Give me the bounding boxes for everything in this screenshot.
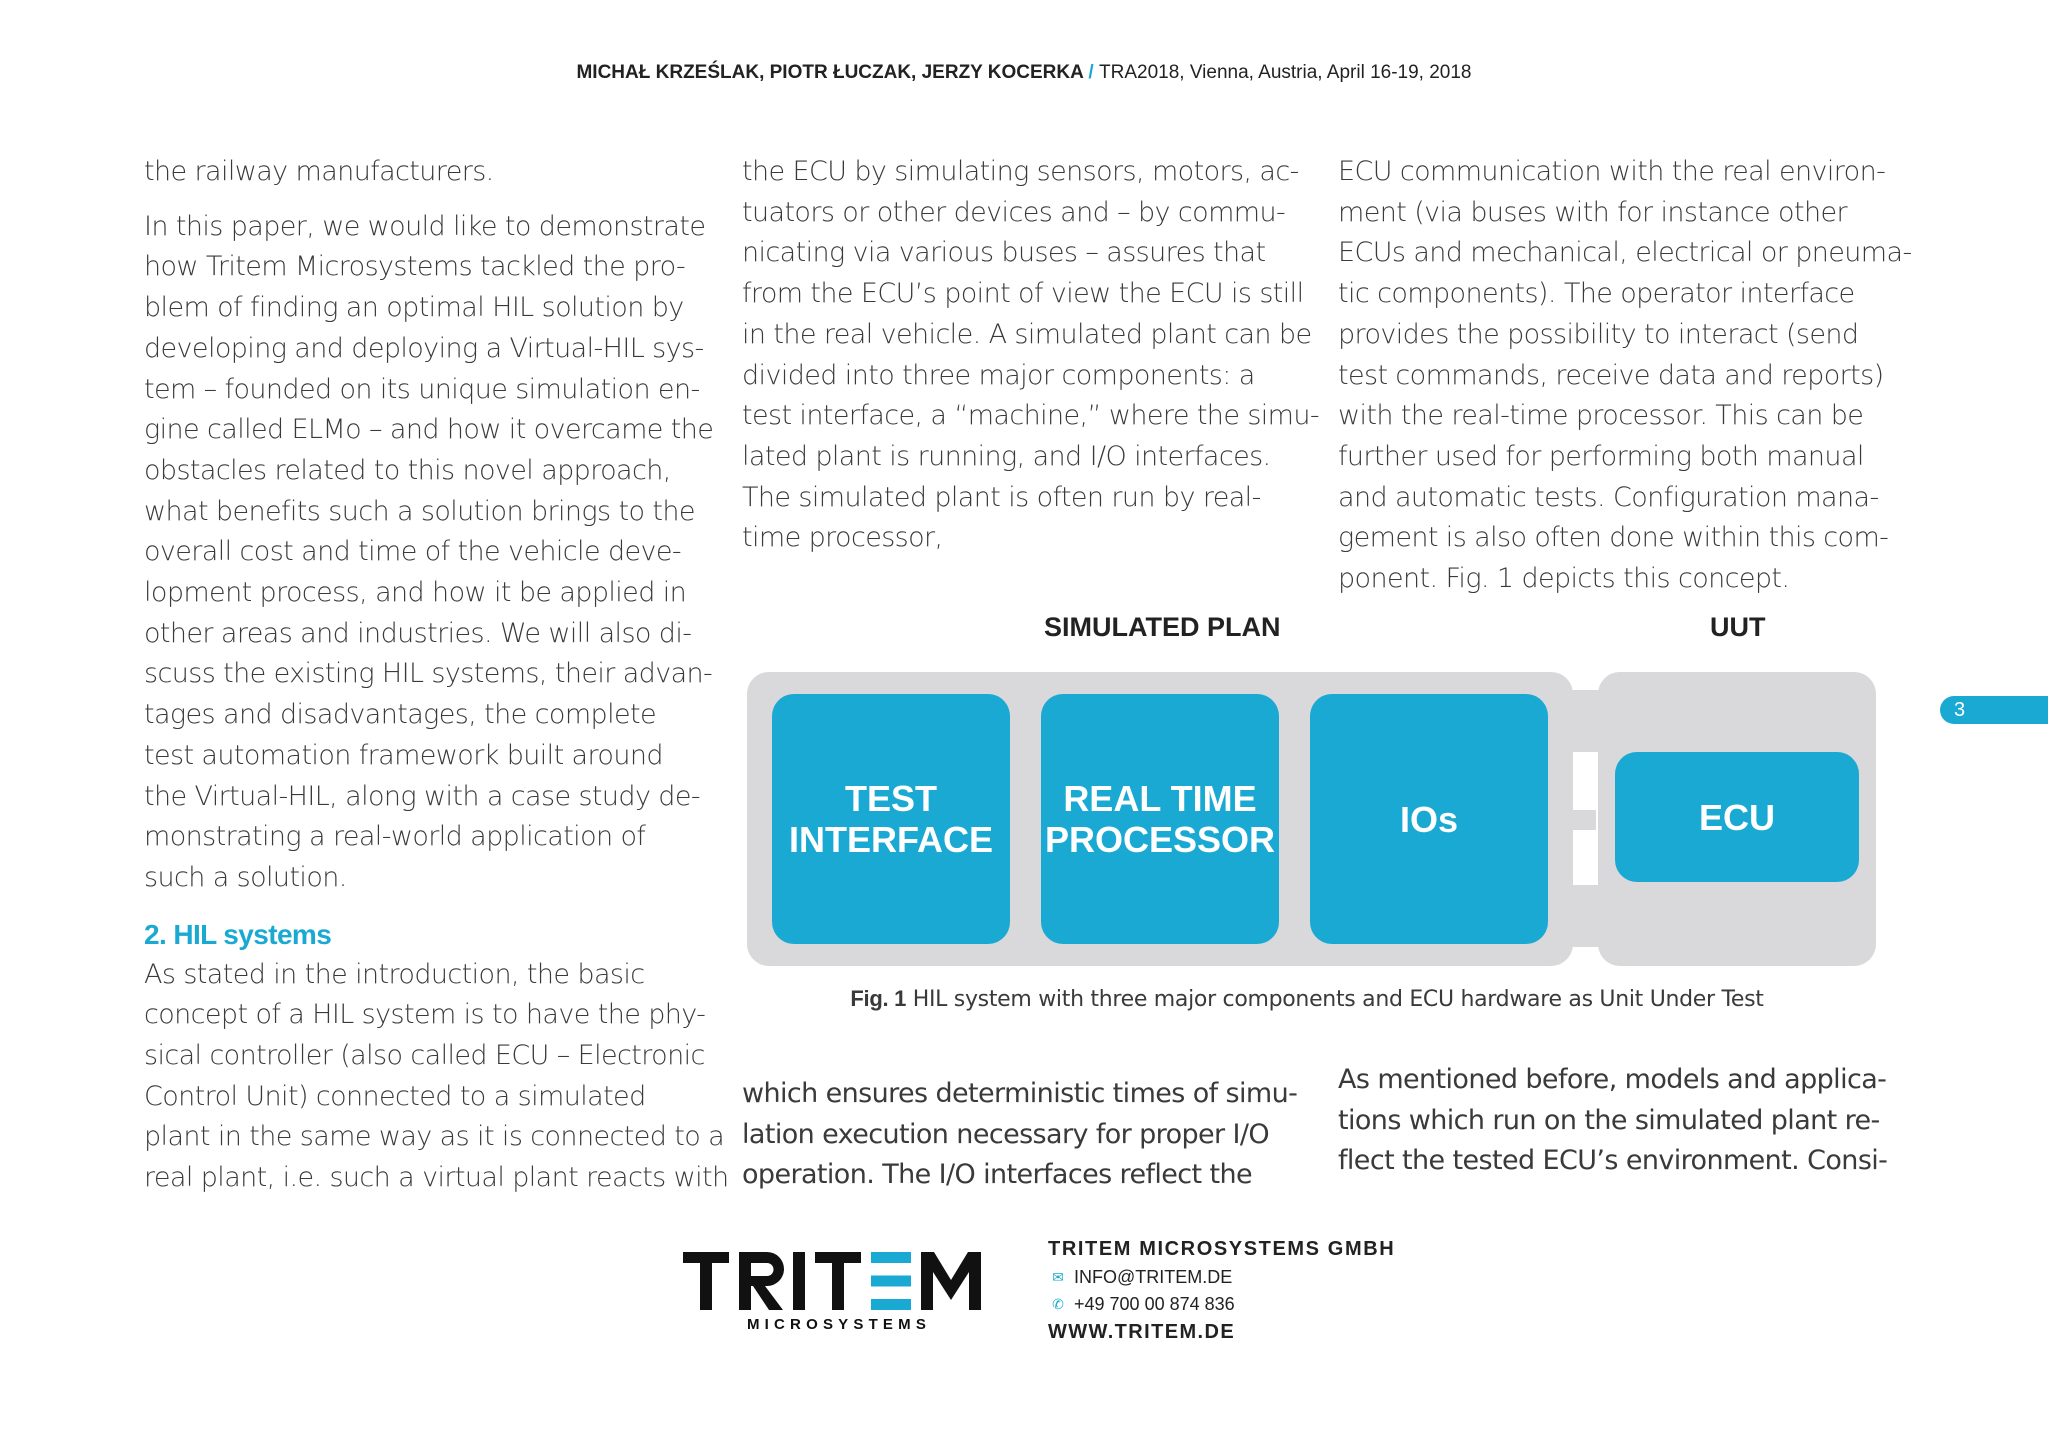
text-line: TEST [844,778,937,819]
text-line: As mentioned before, models and applica- [1338,1064,1887,1095]
figure-caption-number: Fig. 1 [850,986,907,1011]
text-line: such a solution. [144,861,347,893]
text-line: The simulated plant is often run by real- [742,481,1261,513]
text-line: plant in the same way as it is connected to a [144,1121,725,1153]
header-authors: MICHAŁ KRZEŚLAK, PIOTR ŁUCZAK, JERZY KOCERKA [576,62,1084,83]
text-line: divided into three major components: a [742,359,1255,391]
section-heading: 2. HIL systems [144,918,332,950]
text-line: ment (via buses with for instance other [1338,196,1847,228]
text-line: nicating via various buses – assures that [742,237,1266,269]
email-row [1048,1267,1395,1288]
paragraph [742,152,1320,559]
text-line: and automatic tests. Configuration mana- [1338,481,1879,513]
text-column-2-continued [742,1074,1312,1196]
text-line: the Virtual-HIL, along with a case study de- [144,780,700,812]
company-email[interactable]: INFO@TRITEM.DE [1074,1267,1233,1287]
logo-subtext: MICROSYSTEMS [746,1316,932,1333]
text-line: how Tritem Microsystems tackled the pro- [144,251,686,283]
text-line: IOs [1399,798,1459,840]
text-line: test automation framework built around [144,739,663,771]
text-line: obstacles related to this novel approach, [144,454,671,486]
figure-caption [742,986,1872,1012]
text-line: PROCESSOR [1044,819,1276,860]
text-line: test interface, a “machine,” where the simu- [742,400,1320,432]
company-phone: +49 700 00 874 836 [1074,1294,1235,1314]
text-line: the railway manufacturers. [144,156,494,187]
text-line: overall cost and time of the vehicle deve- [144,536,682,568]
text-line: blem of finding an optimal HIL solution by [144,292,684,324]
phone-icon: ✆ [1052,1296,1064,1312]
paragraph [1338,1060,1908,1182]
paragraph [144,955,729,1199]
running-header [0,62,2048,84]
text-line: ECU communication with the real environ- [1338,156,1886,187]
text-line: tic components). The operator interface [1338,278,1855,310]
text-line: the ECU by simulating sensors, motors, ac- [742,156,1299,187]
text-line: further used for performing both manual [1338,440,1864,472]
text-line: ponent. Fig. 1 depicts this concept. [1338,563,1790,595]
company-website[interactable]: WWW.TRITEM.DE [1048,1321,1236,1343]
ios-block [1310,694,1548,944]
test-interface-block [772,694,1010,944]
text-column-2 [742,152,1320,559]
text-line: sical controller (also called ECU – Electronic [144,1040,705,1072]
text-line: lated plant is running, and I/O interfaces. [742,440,1271,472]
text-line: provides the possibility to interact (send [1338,318,1859,350]
text-line: test commands, receive data and reports) [1338,359,1884,391]
text-line: tages and disadvantages, the complete [144,699,656,731]
page-number: 3 [1940,696,2048,724]
text-line: flect the tested ECU’s environment. Consi- [1338,1145,1888,1177]
text-line: concept of a HIL system is to have the phy- [144,999,706,1031]
envelope-icon: ✉ [1052,1269,1064,1285]
text-line: in the real vehicle. A simulated plant can be [742,318,1312,350]
text-line: real plant, i.e. such a virtual plant reacts with [144,1162,729,1194]
tritem-logo-wordmark [683,1252,995,1310]
text-line: gement is also often done within this com- [1338,522,1889,554]
text-line: INTERFACE [788,819,993,860]
text-line: with the real-time processor. This can be [1338,400,1864,432]
figure-label-simulated-plant: SIMULATED PLAN [1044,612,1281,642]
header-separator: / [1083,62,1099,83]
text-column-3 [1338,152,1912,600]
text-line: As stated in the introduction, the basic [144,958,645,990]
paragraph [144,207,714,899]
text-line: lopment process, and how it be applied in [144,577,687,609]
text-line: other areas and industries. We will also di- [144,617,692,649]
text-line: operation. The I/O interfaces reflect the [742,1159,1253,1191]
text-line: time processor, [742,522,943,554]
paragraph [742,1074,1312,1196]
text-line: tuators or other devices and – by commu- [742,196,1286,228]
tritem-logo [683,1252,995,1333]
text-line: gine called ELMo – and how it overcame the [144,414,714,446]
text-column-3-continued [1338,1060,1908,1182]
text-line: ECUs and mechanical, electrical or pneuma- [1338,237,1912,269]
text-column-1 [144,152,729,1199]
text-line: from the ECU’s point of view the ECU is still [742,278,1304,310]
text-line: ECU [1698,796,1775,838]
figure-connector-link [1572,810,1596,830]
paragraph [1338,152,1912,600]
text-line: tem – founded on its unique simulation en- [144,373,700,405]
text-line: lation execution necessary for proper I/O [742,1118,1270,1150]
text-line: which ensures deterministic times of simu- [742,1078,1298,1109]
real-time-processor-block [1041,694,1279,944]
company-contact [1048,1238,1395,1344]
text-line: what benefits such a solution brings to the [144,495,695,527]
text-line: tions which run on the simulated plant re- [1338,1104,1880,1136]
text-line: scuss the existing HIL systems, their advan- [144,658,713,690]
text-line: monstrating a real-world application of [144,821,646,853]
text-line: developing and deploying a Virtual-HIL sys- [144,332,704,364]
text-line: Control Unit) connected to a simulated [144,1080,646,1112]
paragraph [144,152,714,193]
text-line: REAL TIME [1063,778,1257,819]
text-line: In this paper, we would like to demonstrate [144,210,706,242]
phone-row [1048,1294,1395,1315]
header-conference: TRA2018, Vienna, Austria, April 16-19, 2018 [1099,62,1472,83]
figure-label-uut: UUT [1710,612,1766,642]
ecu-block [1615,752,1859,882]
company-name: TRITEM MICROSYSTEMS GMBH [1048,1238,1396,1260]
figure-caption-text: HIL system with three major components and ECU hardware as Unit Under Test [906,987,1764,1012]
